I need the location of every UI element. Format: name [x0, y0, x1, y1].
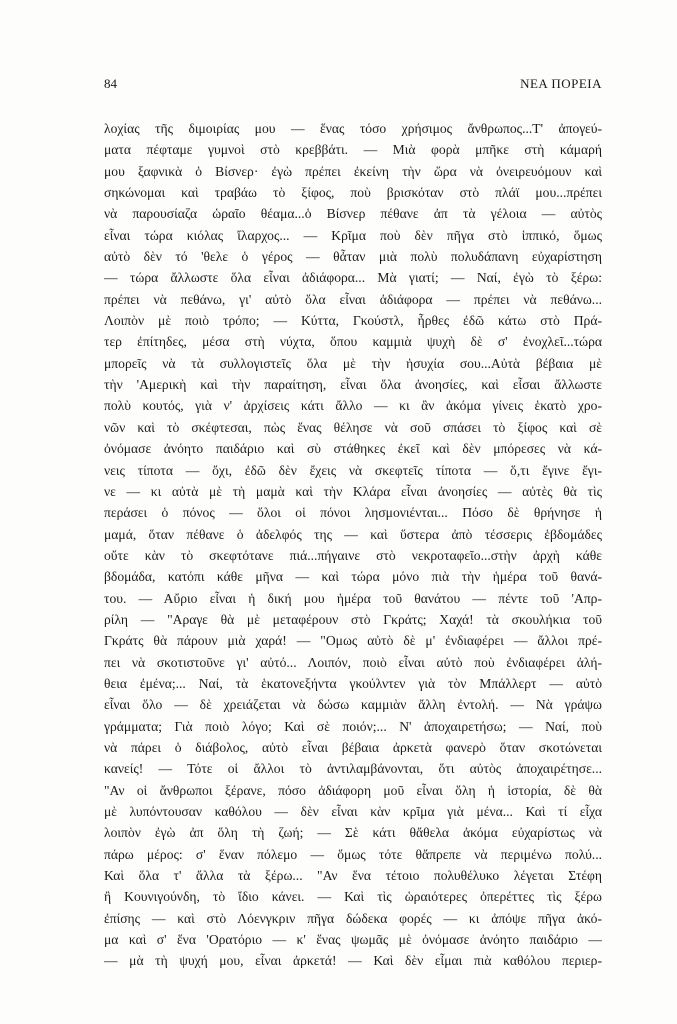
text-line: ρίλη — "Αραγε θὰ μὲ μεταφέρουν στὸ Γκράτς; Χαχά! τὰ σκουλήκια τοῦ	[104, 611, 602, 627]
text-line: ὀνόμασε ἀνόητο παιδάριο καὶ σὺ στάθηκες ἐκεῖ καὶ δὲν μπόρεσες νὰ κά-	[104, 441, 602, 457]
page-header	[104, 72, 602, 92]
text-line: οὔτε κὰν τὸ σκεφτότανε πιά...πήγαινε στὸ νεκροταφεῖο...στὴν ἀρχὴ κάθε	[104, 547, 602, 563]
text-line: "Αν οἱ ἄνθρωποι ξέρανε, πόσο ἀδιάφορη μοῦ εἶναι ὅλη ἡ ἱστορία, δὲ θὰ	[104, 782, 602, 798]
text-line: πολὺ κουτός, γιὰ ν' ἀρχίσεις κάτι ἄλλο — κι ἂν ἀκόμα γίνεις ἑκατὸ χρο-	[104, 398, 602, 414]
text-line: σηκώνομαι καὶ τραβάω τὸ ξίφος, ποὺ βρισκόταν στὸ πλάϊ μου...πρέπει	[104, 185, 602, 201]
text-line: μὲ λυπόντουσαν καθόλου — δὲν εἶναι κὰν κρῖμα γιὰ μένα... Καὶ τί εἶχα	[104, 804, 602, 819]
text-line: ἢ Κουνιγούνδη, τὸ ἴδιο κάνει. — Καὶ τὶς ὡραιότερες ὀπερέττες τὶς ξέρω	[104, 889, 602, 905]
text-line: περάσει ὁ πόνος — ὅλοι οἱ πόνοι λησμονιένται... Πόσο δὲ θρήνησε ἡ	[104, 505, 602, 521]
text-line: — μὰ τὴ ψυχή μου, εἶναι ἀρκετά! — Καὶ δὲν εἶμαι πιὰ καθόλου περιερ-	[104, 953, 602, 969]
text-line: λοχίας τῆς διμοιρίας μου — ἕνας τόσο χρήσιμος ἄνθρωπος...Τ' ἀπογεύ-	[104, 121, 602, 136]
text-line: ματα πέφταμε γυμνοὶ στὸ κρεββάτι. — Μιὰ φορὰ μπῆκε στὴ κάμαρή	[104, 142, 602, 158]
text-line: Γκράτς θὰ πάρουν μιὰ χαρά! — "Ομως αὐτὸ δὲ μ' ἐνδιαφέρει — ἄλλοι πρέ-	[104, 633, 602, 649]
text-line: τὴν 'Αμερικὴ καὶ τὴν παραίτηση, εἶναι ὅλα ἀνοησίες, καὶ εἶσαι ἄλλωστε	[104, 377, 602, 393]
text-line: κανείς! — Τότε οἱ ἄλλοι τὸ ἀντιλαμβάνονται, ὅτι αὐτὸς ἀποχαιρέτησε...	[104, 761, 602, 777]
body-text	[104, 118, 602, 972]
text-line: νῶν καὶ τὸ σκέφτεσαι, πὼς ἕνας θέλησε νὰ σοῦ σπάσει τὸ ξίφος καὶ σὲ	[104, 419, 602, 435]
text-line: νὰ παρουσίαζα ὡραῖο θέαμα...ὁ Βίσνερ πέθανε ἀπ τὰ γέλοια — αὐτὸς	[104, 206, 602, 222]
text-line: νὰ πάρει ὁ διάβολος, αὐτὸ εἶναι βέβαια ἀρκετὰ φανερὸ ὅταν σκοτώνεται	[104, 739, 602, 755]
text-line: του. — Αὔριο εἶναι ἡ δική μου ἡμέρα τοῦ θανάτου — πέντε τοῦ 'Απρ-	[104, 590, 602, 606]
text-line: γράμματα; Γιὰ ποιὸ λόγο; Καὶ σὲ ποιόν;... Ν' ἀποχαιρετήσω; — Ναί, ποὺ	[104, 718, 602, 734]
text-line: πάρω μέρος: σ' ἕναν πόλεμο — ὅμως τότε θἄπρεπε νὰ περιμένω πολύ...	[104, 846, 602, 862]
text-line: Λοιπὸν μὲ ποιὸ τρόπο; — Κύττα, Γκούστλ, ἦρθες ἐδῶ κάτω στὸ Πρά-	[104, 313, 602, 329]
text-line: εἶναι ὅλο — δὲ χρειάζεται νὰ δώσω καμμιὰν ἄλλη ἐντολή. — Νὰ γράψω	[104, 697, 602, 713]
text-line: αὐτὸ δὲν τό 'θελε ὁ γέρος — θἆταν μιὰ πολὺ πολυδάπανη εὐχαρίστηση	[104, 249, 602, 265]
text-line: μα καὶ σ' ἕνα 'Ορατόριο — κ' ἕνας ψωμᾶς μὲ ὀνόμασε ἀνόητο παιδάριο —	[104, 932, 602, 948]
text-line: μαμά, ὅταν πέθανε ὁ ἀδελφός της — καὶ ὕστερα ἀπὸ τέσσερις ἑβδομάδες	[104, 526, 602, 542]
text-line: εἶναι τώρα κιόλας ἴλαρχος... — Κρῖμα ποὺ δὲν πῆγα στὸ ἱππικό, ὅμως	[104, 227, 602, 243]
running-title: ΝΕΑ ΠΟΡΕΙΑ	[520, 76, 602, 91]
text-line: λοιπὸν ἐγὼ ἀπ ὅλη τὴ ζωή; — Σὲ κάτι θἄθελα ἀκόμα εὐχαρίστως νὰ	[104, 825, 602, 841]
text-line: νεις τίποτα — ὄχι, ἐδῶ δὲν ἔχεις νὰ σκεφτεῖς τίποτα — ὅ,τι ἔγινε ἔγι-	[104, 462, 602, 478]
text-line: ἐπίσης — καὶ στὸ Λόενγκριν πῆγα δώδεκα φορές — κι ἀπόψε πῆγα ἀκό-	[104, 910, 602, 926]
page-number: 84	[104, 76, 117, 91]
text-line: μπορεῖς νὰ τὰ συλλογιστεῖς ὅλα μὲ τὴν ἡσυχία σου...Αὐτὰ βέβαια μὲ	[104, 355, 602, 371]
text-line: πρέπει νὰ πεθάνω, γι' αὐτὸ ὅλα εἶναι ἀδιάφορα — πρέπει νὰ πεθάνω...	[104, 291, 602, 307]
text-line: νε — κι αὐτὰ μὲ τὴ μαμὰ καὶ τὴν Κλάρα εἶναι ἀνοησίες — αὐτὲς θὰ τὶς	[104, 483, 602, 499]
text-line: βδομάδα, κατόπι κάθε μῆνα — καὶ τώρα μόνο πιὰ τὴν ἡμέρα τοῦ θανά-	[104, 569, 602, 585]
text-line: θεια ἐμένα;... Ναί, τὰ ἑκατονεξήντα γκούλντεν γιὰ τὸν Μπάλλερτ — αὐτὸ	[104, 675, 602, 691]
text-line: τερ ἐπίτηδες, μέσα στὴ νύχτα, ὅπου καμμιὰ ψυχὴ δὲ σ' ἐνοχλεῖ...τώρα	[104, 334, 602, 350]
text-line: Καὶ ὅλα τ' ἄλλα τὰ ξέρω... "Αν ἕνα τέτοιο πολυθέλυκο λέγεται Στέφη	[104, 868, 602, 884]
text-line: πει νὰ σκοτιστοῦνε γι' αὐτό... Λοιπόν, ποιὸ εἶναι αὐτὸ ποὺ ἐνδιαφέρει ἀλή-	[104, 654, 602, 670]
text-line: — τώρα ἄλλωστε ὅλα εἶναι ἀδιάφορα... Μὰ γιατί; — Ναί, ἐγὼ τὸ ξέρω:	[104, 270, 602, 286]
text-line: μου ξαφνικὰ ὁ Βίσνερ· ἐγὼ πρέπει ἐκείνη τὴν ὥρα νὰ ὀνειρευόμουν καὶ	[104, 163, 602, 179]
